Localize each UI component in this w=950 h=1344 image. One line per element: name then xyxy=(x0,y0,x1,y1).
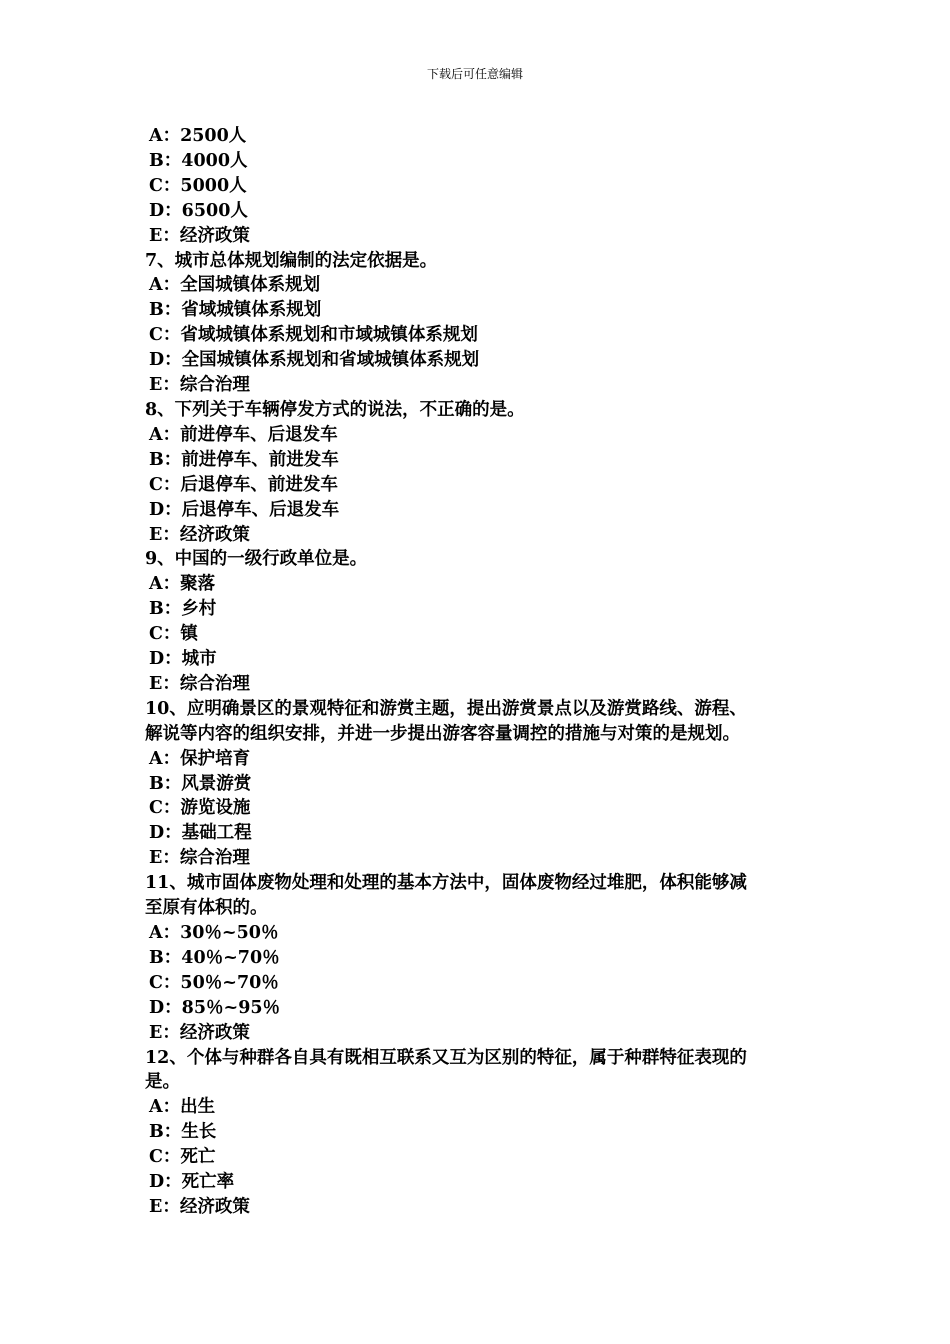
question-stem-line: 10、应明确景区的景观特征和游赏主题，提出游赏景点以及游赏路线、游程、 xyxy=(145,698,747,719)
option-b: B：前进停车、前进发车 xyxy=(149,449,339,470)
option-c: C：游览设施 xyxy=(149,798,251,819)
question-stem-line: 11、城市固体废物处理和处理的基本方法中，固体废物经过堆肥，体积能够减 xyxy=(145,873,747,894)
option-b: B：4000人 xyxy=(149,150,248,171)
option-a: A：2500人 xyxy=(149,126,247,146)
option-c: C：5000人 xyxy=(149,175,247,196)
question-block xyxy=(145,249,810,398)
document-body xyxy=(145,124,810,1220)
option-a: A：前进停车、后退发车 xyxy=(149,424,338,445)
question-stem-line: 解说等内容的组织安排，并进一步提出游客容量调控的措施与对策的是规划。 xyxy=(145,723,740,744)
option-c: C：50％~70％ xyxy=(149,972,279,993)
option-b: B：40％~70％ xyxy=(149,947,280,968)
question-block xyxy=(145,871,810,1045)
option-e: E：综合治理 xyxy=(149,848,250,869)
option-e: E：综合治理 xyxy=(149,673,250,694)
option-d: D：全国城镇体系规划和省域城镇体系规划 xyxy=(149,350,480,371)
question-block xyxy=(145,398,810,547)
option-d: D：85％~95％ xyxy=(149,997,281,1018)
option-d: D：后退停车、后退发车 xyxy=(149,499,340,520)
option-c: C：省域城镇体系规划和市域城镇体系规划 xyxy=(149,325,478,346)
option-b: B：乡村 xyxy=(149,599,217,620)
option-c: C：镇 xyxy=(149,624,198,645)
page-header: 下载后可任意编辑 xyxy=(426,67,523,81)
option-d: D：死亡率 xyxy=(149,1172,235,1193)
option-a: A：保护培育 xyxy=(149,748,251,769)
option-e: E：经济政策 xyxy=(149,1196,250,1217)
option-c: C：死亡 xyxy=(149,1147,216,1168)
option-a: A：全国城镇体系规划 xyxy=(149,275,321,296)
option-d: D：6500人 xyxy=(149,200,248,221)
question-stem-line: 是。 xyxy=(145,1072,180,1093)
option-c: C：后退停车、前进发车 xyxy=(149,474,338,495)
option-d: D：城市 xyxy=(149,649,217,670)
option-e: E：经济政策 xyxy=(149,524,250,545)
question-stem: 9、中国的一级行政单位是。 xyxy=(145,549,368,570)
question-stem: 7、城市总体规划编制的法定依据是。 xyxy=(145,250,438,271)
option-e: E：经济政策 xyxy=(149,225,250,246)
option-b: B：生长 xyxy=(149,1122,217,1143)
question-block xyxy=(145,1046,810,1220)
question-block xyxy=(145,697,810,871)
option-a: A：30％~50％ xyxy=(149,923,279,943)
question-block xyxy=(145,124,810,249)
option-e: E：综合治理 xyxy=(149,375,250,396)
option-b: B：省域城镇体系规划 xyxy=(149,300,322,321)
question-stem-line: 12、个体与种群各自具有既相互联系又互为区别的特征，属于种群特征表现的 xyxy=(145,1047,747,1068)
option-d: D：基础工程 xyxy=(149,823,252,844)
question-stem-line: 至原有体积的。 xyxy=(145,898,268,919)
option-b: B：风景游赏 xyxy=(149,773,252,794)
question-stem: 8、下列关于车辆停发方式的说法，不正确的是。 xyxy=(145,399,525,420)
question-block xyxy=(145,547,810,696)
option-e: E：经济政策 xyxy=(149,1022,250,1043)
option-a: A：出生 xyxy=(149,1097,216,1118)
option-a: A：聚落 xyxy=(149,574,216,595)
